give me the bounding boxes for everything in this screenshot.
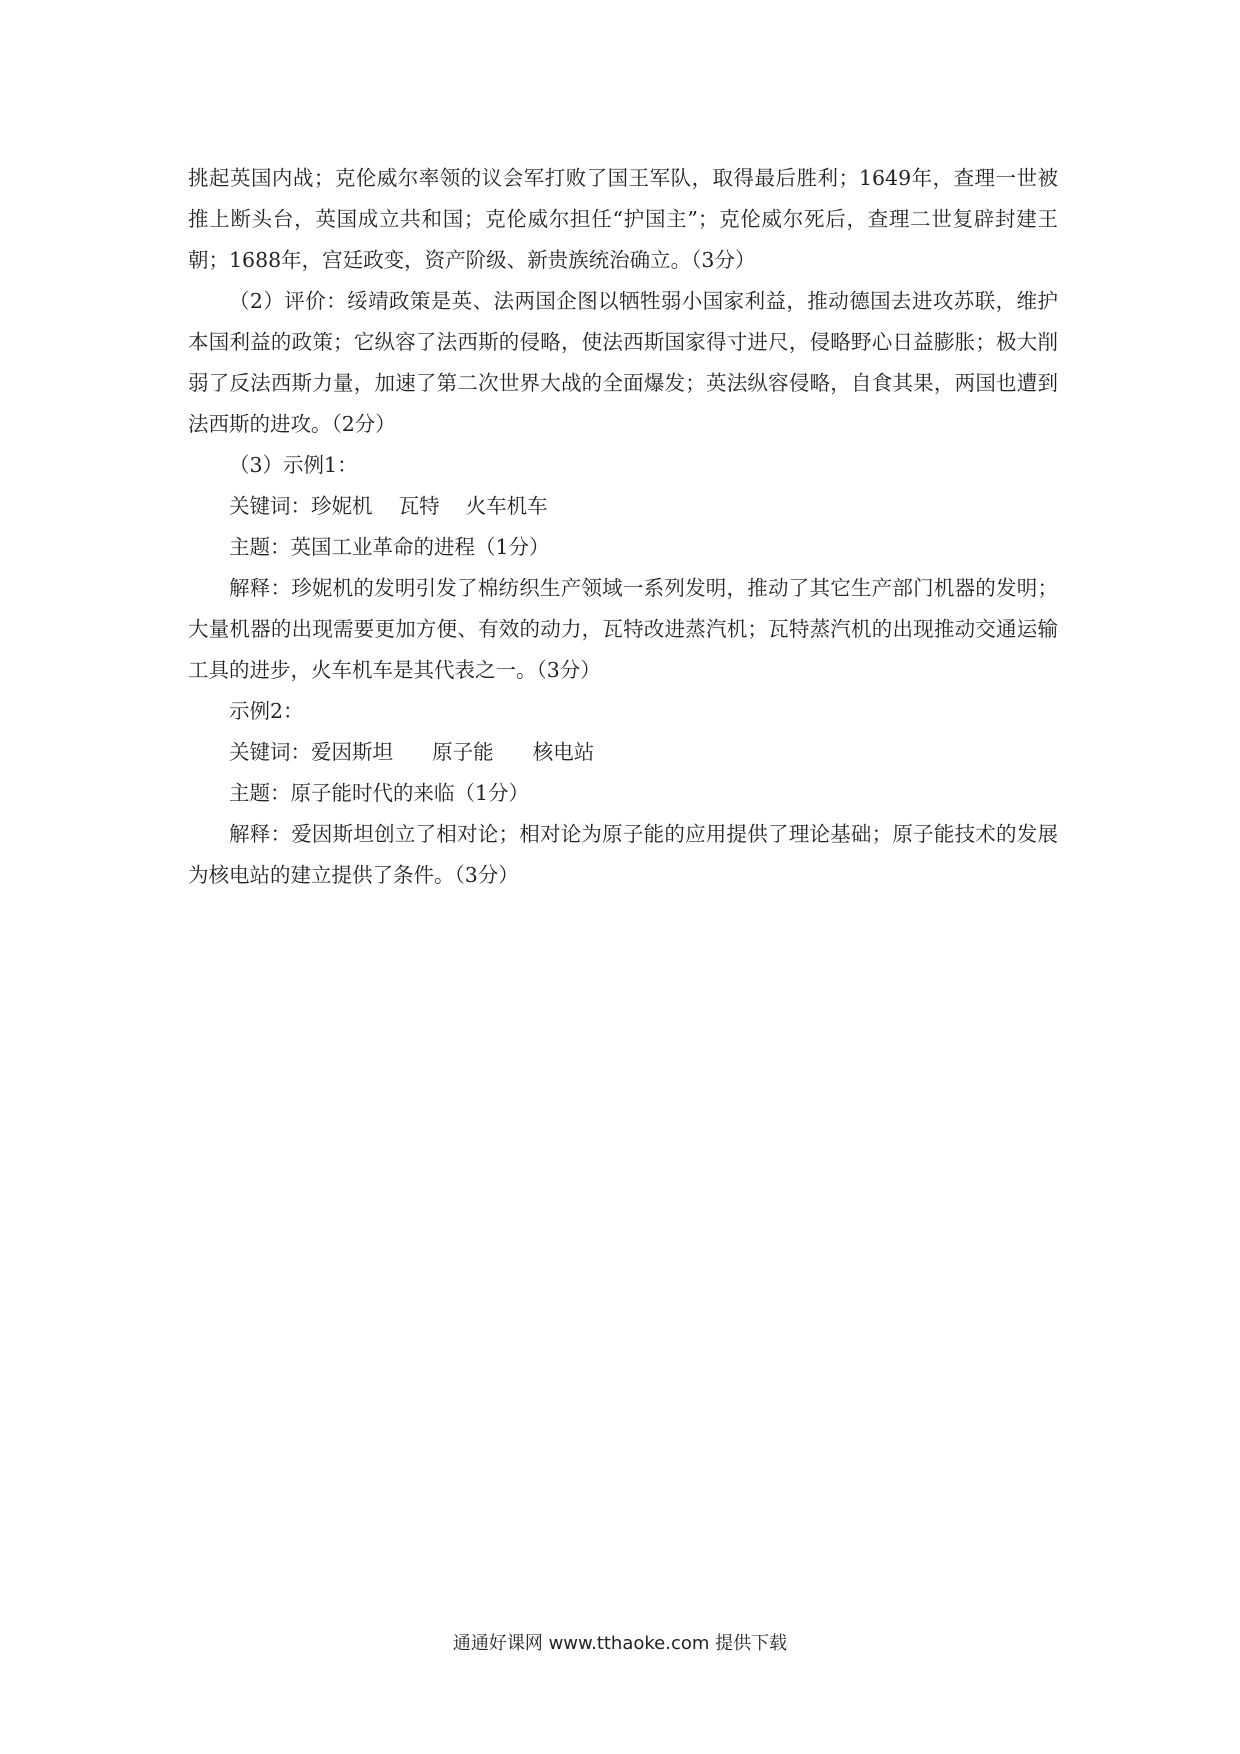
example-1-keywords: 关键词：珍妮机 瓦特 火车机车	[229, 494, 548, 518]
example-2-keywords: 关键词：爱因斯坦 原子能 核电站	[229, 740, 595, 764]
example-1-theme: 主题：英国工业革命的进程（1分）	[229, 535, 550, 559]
example-2-theme: 主题：原子能时代的来临（1分）	[229, 781, 530, 805]
answer-content	[188, 158, 1058, 896]
page-footer: 通通好课网 www.tthaoke.com 提供下载	[452, 1633, 788, 1654]
example-2-heading: 示例2：	[229, 699, 304, 723]
example-2-explanation: 解释：爱因斯坦创立了相对论；相对论为原子能的应用提供了理论基础；原子能技术的发展为核电站的建立提供了条件。（3分）	[188, 822, 1058, 887]
paragraph-appeasement-evaluation: （2）评价：绥靖政策是英、法两国企图以牺牲弱小国家利益，推动德国去进攻苏联，维护本国利益的政策；它纵容了法西斯的侵略，使法西斯国家得寸进尺，侵略野心日益膨胀；极大削弱了反法西斯力量，加速了第二次世界大战的全面爆发；英法纵容侵略，自食其果，两国也遭到法西斯的进攻。（2分）	[188, 289, 1058, 436]
example-1-explanation: 解释：珍妮机的发明引发了棉纺织生产领域一系列发明，推动了其它生产部门机器的发明；大量机器的出现需要更加方便、有效的动力，瓦特改进蒸汽机；瓦特蒸汽机的出现推动交通运输工具的进步，火车机车是其代表之一。（3分）	[188, 576, 1058, 682]
example-1-heading: （3）示例1：	[229, 453, 358, 477]
paragraph-english-civil-war: 挑起英国内战；克伦威尔率领的议会军打败了国王军队，取得最后胜利；1649年，查理一世被推上断头台，英国成立共和国；克伦威尔担任“护国主”；克伦威尔死后，查理二世复辟封建王朝；1688年，宫廷政变，资产阶级、新贵族统治确立。（3分）	[188, 166, 1058, 272]
